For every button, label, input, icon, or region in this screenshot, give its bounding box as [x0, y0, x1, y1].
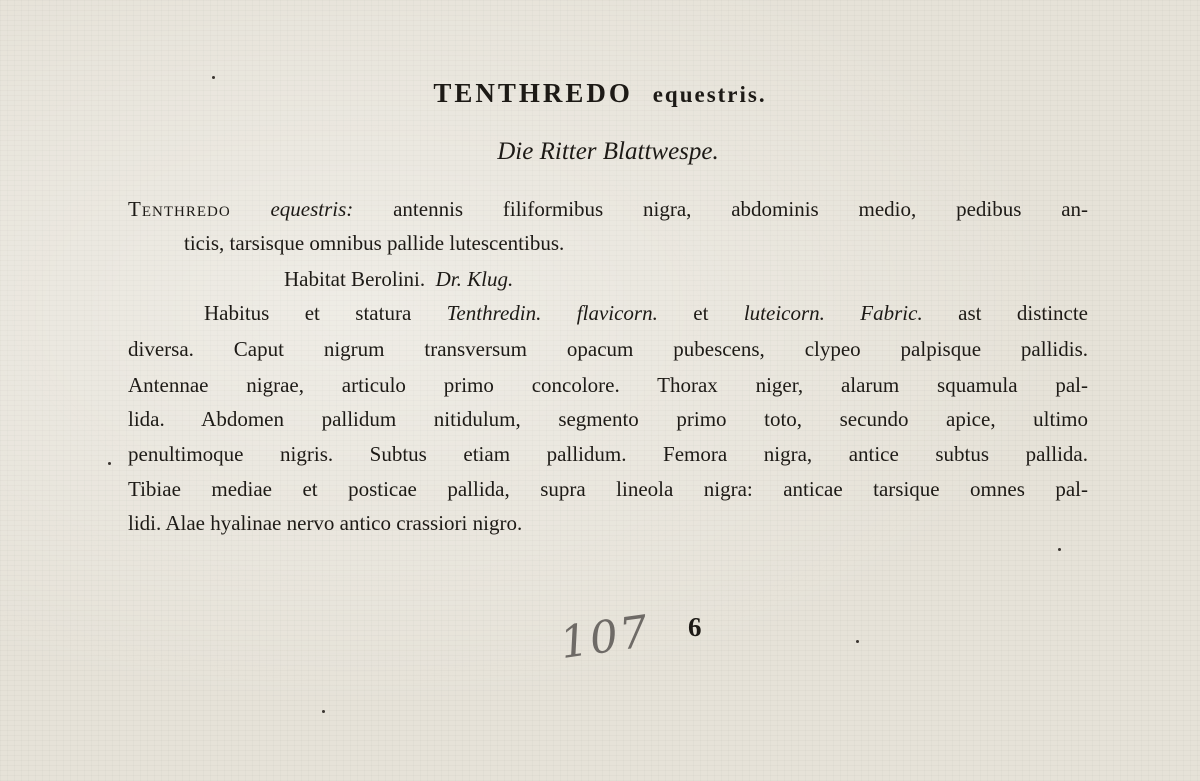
diagnosis-line-2: ticis, tarsisque omnibus pallide lutescentibus. — [184, 231, 565, 255]
description-line-3: Antennae nigrae, articulo primo concolore. Thorax niger, alarum squamula pal- — [128, 373, 1088, 397]
handwritten-number: 107 — [556, 605, 654, 670]
description-species-ref: luteicorn. Fabric. — [743, 301, 923, 325]
diagnosis-genus: Tenthredo — [128, 197, 231, 221]
description-line-1 — [204, 296, 1088, 330]
diagnosis-line-1 — [128, 192, 1088, 226]
habitat-line — [284, 262, 513, 296]
diagnosis-text-1: antennis filiformibus nigra, abdominis medio, pedibus an- — [393, 197, 1089, 221]
description-line-7: lidi. Alae hyalinae nervo antico crassiori nigro. — [128, 511, 523, 535]
description-species-ref: Tenthredin. flavicorn. — [446, 301, 658, 325]
paper-speck — [1058, 548, 1061, 551]
description-line-2: diversa. Caput nigrum transversum opacum pubescens, clypeo palpisque pallidis. — [128, 337, 1088, 361]
heading-genus: TENTHREDO — [433, 78, 633, 108]
paper-speck — [212, 76, 215, 79]
common-name: Die Ritter Blattwespe. — [497, 138, 719, 165]
paper-speck — [108, 462, 111, 465]
description-text: ast distincte — [958, 301, 1089, 325]
page-heading — [0, 78, 1200, 109]
heading-species: equestris. — [652, 82, 767, 107]
habitat-authority: Dr. Klug. — [435, 267, 514, 291]
paper-speck — [856, 640, 859, 643]
diagnosis-species: equestris: — [270, 197, 354, 221]
habitat-text: Habitat Berolini. — [284, 267, 426, 291]
paper-speck — [322, 710, 325, 713]
description-line-6: Tibiae mediae et posticae pallida, supra lineola nigra: anticae tarsique omnes pal- — [128, 477, 1088, 501]
description-line-5: penultimoque nigris. Subtus etiam pallidum. Femora nigra, antice subtus pallida. — [128, 442, 1088, 466]
description-text: Habitus et statura — [204, 301, 412, 325]
description-text: et — [693, 301, 709, 325]
page-number: 6 — [688, 612, 702, 642]
description-line-4: lida. Abdomen pallidum nitidulum, segmento primo toto, secundo apice, ultimo — [128, 407, 1088, 431]
